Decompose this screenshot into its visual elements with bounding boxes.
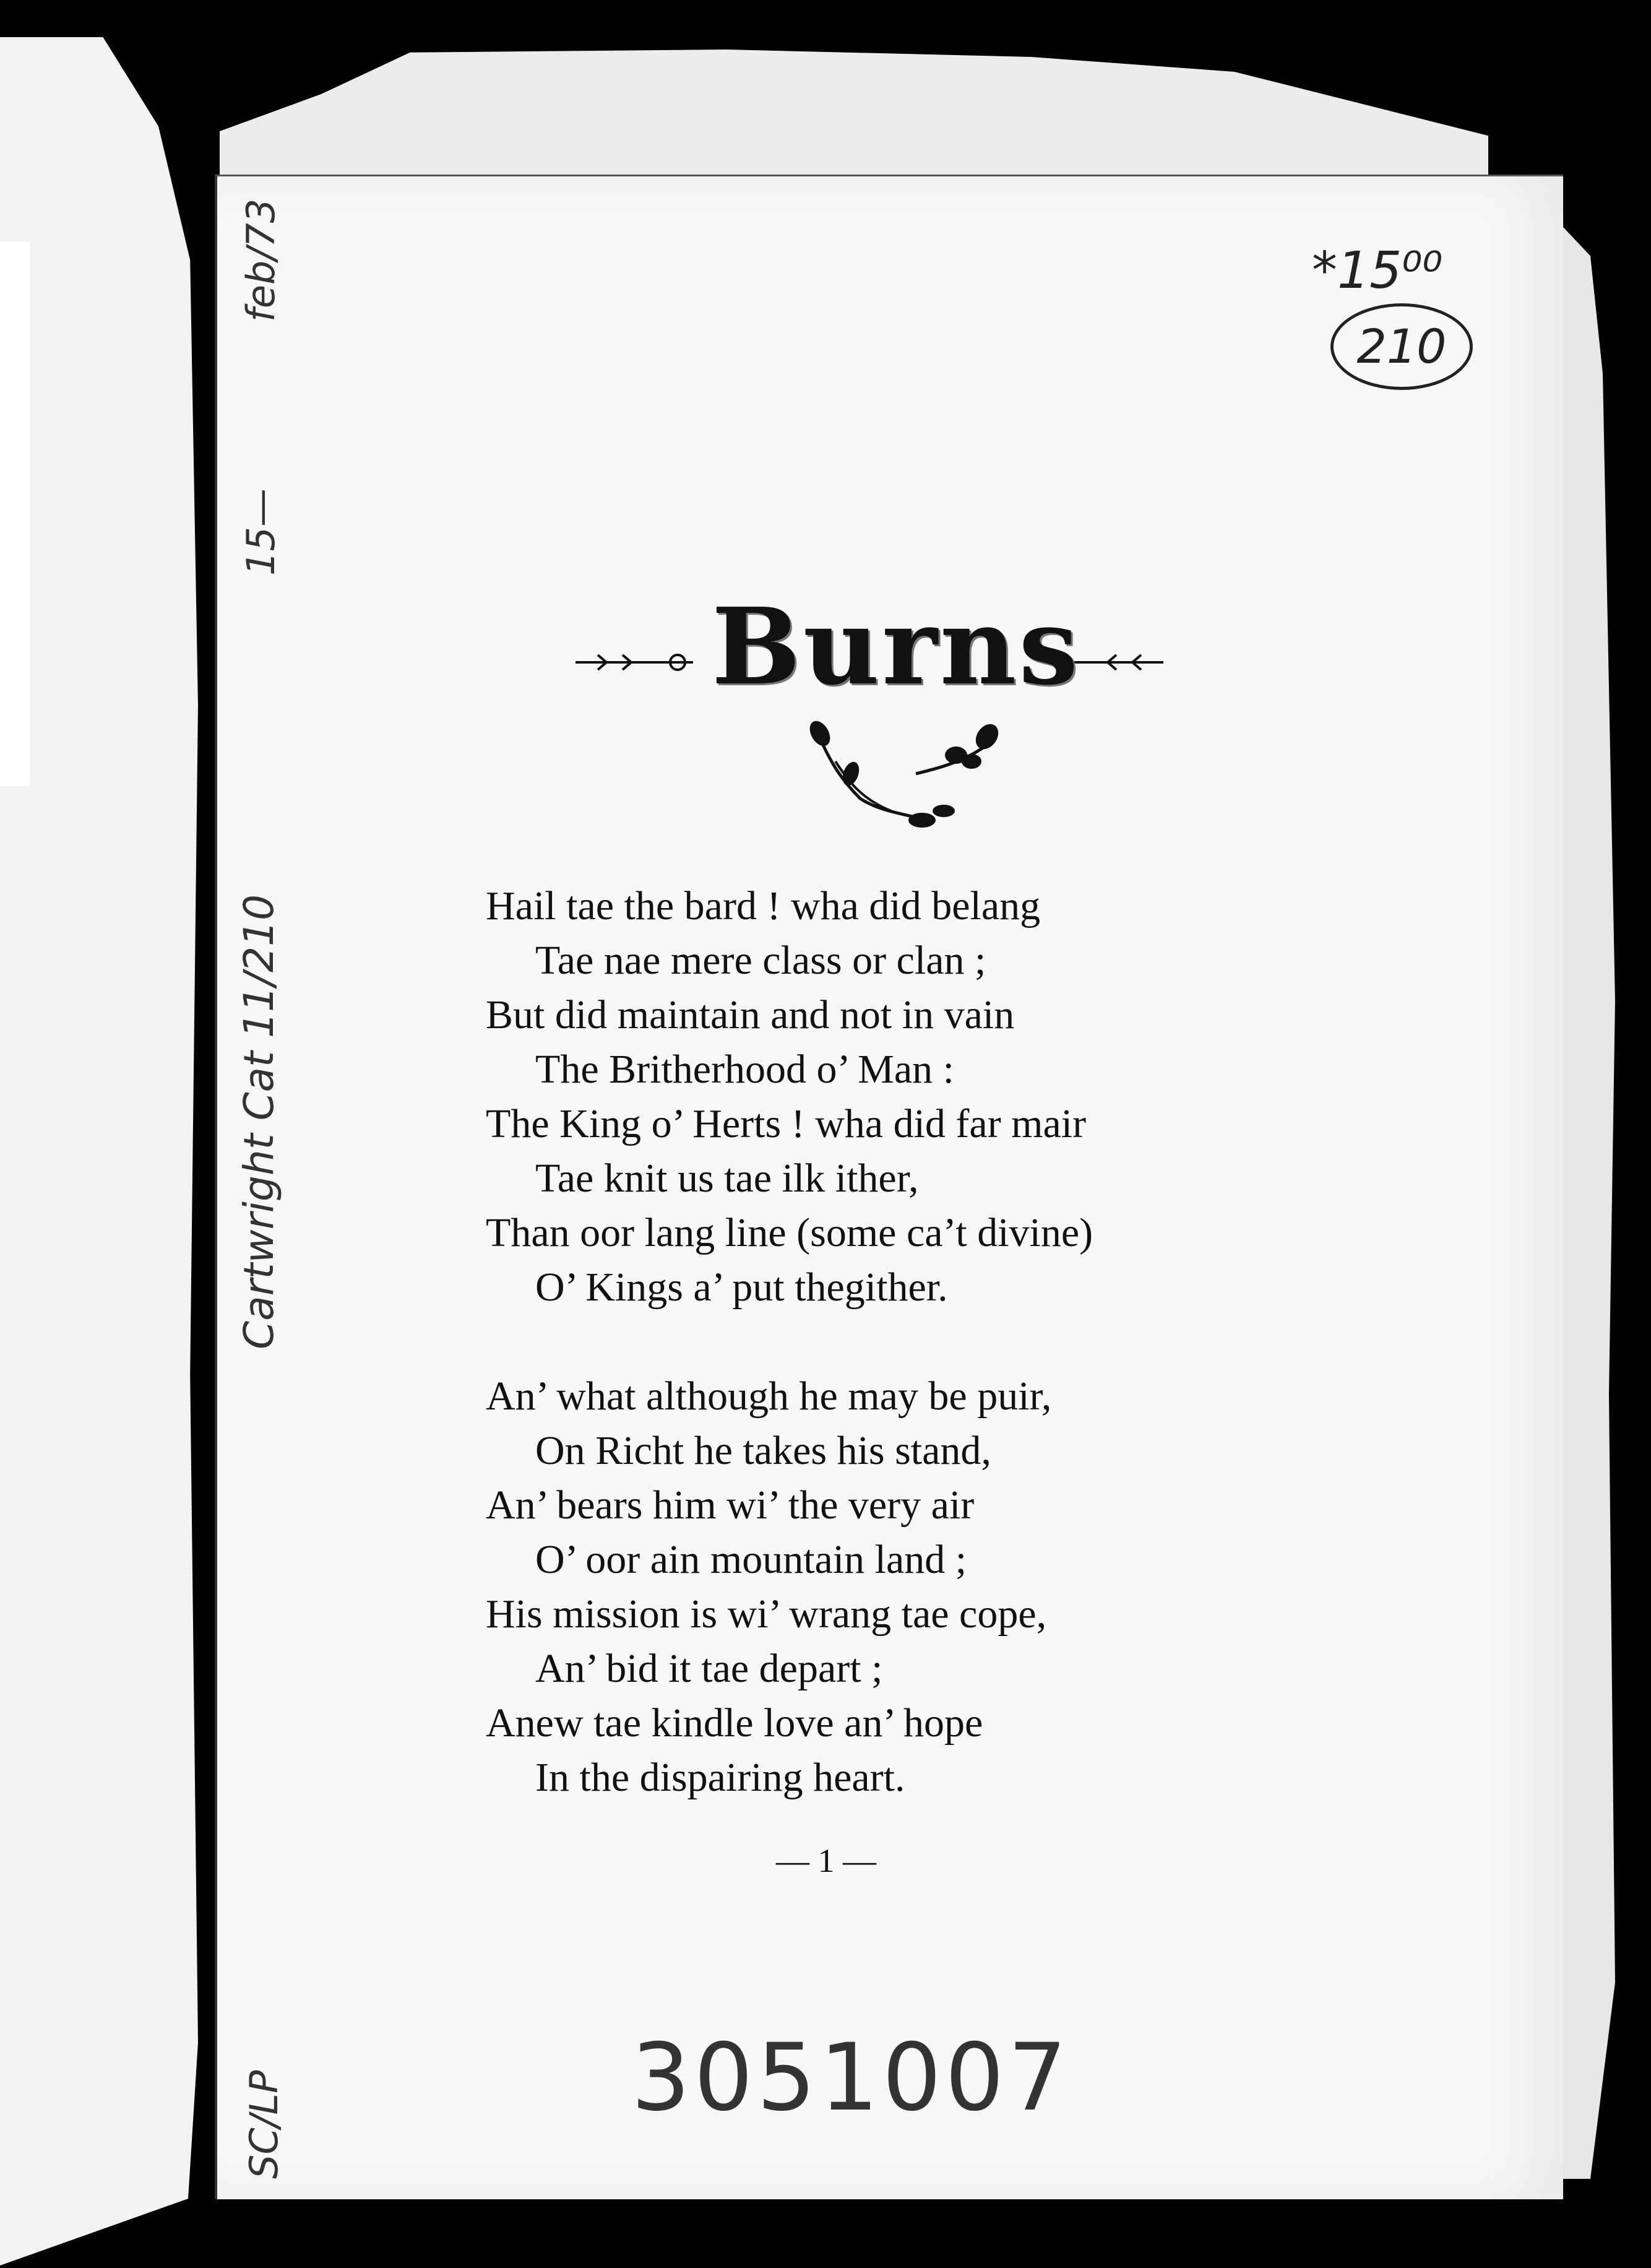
poem-line: An’ bid it tae depart ; [535,1646,883,1691]
poem-title: Burns [712,585,1081,709]
poem-line: His mission is wi’ wrang tae cope, [486,1591,1047,1637]
stanza-break [486,1315,1290,1369]
poem-line: On Richt he takes his stand, [535,1428,991,1473]
poem-body [486,879,1290,1805]
poem-line: Tae knit us tae ilk ither, [535,1156,919,1201]
poem-line: Anew tae kindle love an’ hope [486,1700,983,1746]
handwritten-code: SC/LP [241,2070,287,2179]
page-edge-strip [0,241,30,786]
poem-line: The Britherhood o’ Man : [535,1047,954,1092]
poem-line: O’ oor ain mountain land ; [535,1537,967,1582]
handwritten-number: 3051007 [631,2024,1071,2132]
handwritten-catalog: Cartwright Cat 11/210 [235,894,283,1349]
poem-line: But did maintain and not in vain [486,992,1015,1037]
poem-line: Than oor lang line (some ca’t divine) [486,1210,1093,1255]
page-number: — 1 — [776,1842,876,1879]
poem-line: An’ what although he may be puir, [486,1374,1052,1419]
poem-line: In the dispairing heart. [535,1755,905,1800]
title-ornament [569,576,1170,836]
handwritten-note: 15— [238,488,283,576]
adjacent-page [0,37,198,2266]
poem-line: An’ bears him wi’ the very air [486,1482,975,1528]
handwritten-circled-number: 210 [1330,303,1473,390]
poem-line: Tae nae mere class or clan ; [535,938,986,983]
handwritten-date: feb/73 [238,198,283,322]
handwritten-price: *15⁰⁰ [1312,241,1443,300]
poem-line: Hail tae the bard ! wha did belang [486,883,1041,928]
poem-line: O’ Kings a’ put thegither. [535,1265,948,1310]
poem-line: The King o’ Herts ! wha did far mair [486,1101,1087,1146]
